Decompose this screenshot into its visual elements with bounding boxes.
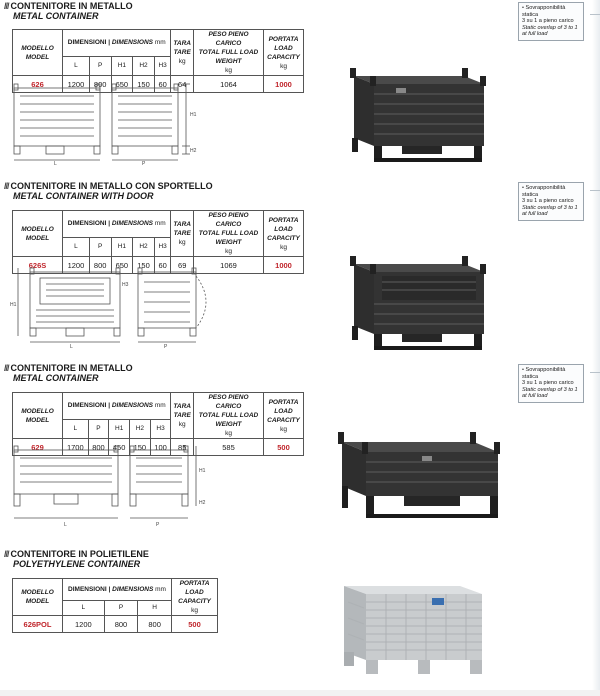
- section-subtitle: POLYETHYLENE CONTAINER: [13, 559, 141, 569]
- col-header: L: [63, 56, 90, 75]
- capacity-header: PORTATA LOAD CAPACITY kg: [264, 211, 304, 257]
- technical-drawing: [10, 442, 220, 528]
- col-header: P: [89, 237, 111, 256]
- col-header: H1: [111, 237, 133, 256]
- section-metal-container-door-626s: [0, 180, 600, 360]
- dim-value: 650: [111, 257, 133, 274]
- product-photo-metal-container-long: [334, 422, 506, 528]
- col-header: P: [89, 56, 111, 75]
- dim-label: H1: [10, 302, 17, 308]
- section-metal-container-629: [0, 362, 600, 532]
- product-photo-polyethylene-container: [338, 578, 488, 690]
- dim-value: 1200: [63, 76, 90, 93]
- dim-value: 1700: [63, 439, 89, 456]
- edge-tick: [590, 190, 600, 191]
- dim-label: H1: [190, 112, 197, 118]
- dim-label: H1: [199, 468, 206, 474]
- dim-value: 150: [130, 439, 151, 456]
- section-subtitle: METAL CONTAINER WITH DOOR: [13, 191, 154, 201]
- product-photo-metal-container-door: [346, 252, 492, 356]
- dim-label: P: [142, 161, 146, 166]
- slash-mark-icon: ///: [4, 181, 9, 191]
- model-code: 626S: [13, 257, 63, 274]
- dim-label: P: [164, 344, 168, 350]
- model-header: MODELLO MODEL: [13, 211, 63, 257]
- dim-value: 1200: [63, 257, 90, 274]
- col-header: P: [104, 600, 138, 615]
- weight-header: PESO PIENO CARICO TOTAL FULL LOAD WEIGHT kg: [194, 393, 264, 439]
- dim-value: 1200: [63, 616, 105, 633]
- tare-value: 64: [171, 76, 194, 93]
- section-metal-container-626: [0, 0, 600, 168]
- dim-value: 800: [89, 257, 111, 274]
- capacity-value: 1000: [264, 76, 304, 93]
- col-header: P: [88, 419, 109, 438]
- spec-table: [12, 210, 304, 274]
- tare-header: TARA TARE kg: [171, 30, 194, 76]
- table-row: [13, 616, 218, 633]
- slash-mark-icon: ///: [4, 363, 9, 373]
- section-title: /// CONTENITORE IN METALLO: [4, 363, 133, 373]
- col-header: H1: [109, 419, 130, 438]
- slash-mark-icon: ///: [4, 1, 9, 11]
- technical-drawing: [10, 82, 210, 166]
- dim-label: L: [70, 344, 73, 350]
- dim-value: 800: [104, 616, 138, 633]
- tare-header: TARA TARE kg: [171, 393, 194, 439]
- dim-value: 450: [109, 439, 130, 456]
- capacity-value: 500: [264, 439, 304, 456]
- weight-header: PESO PIENO CARICO TOTAL FULL LOAD WEIGHT kg: [194, 30, 264, 76]
- weight-value: 1064: [194, 76, 264, 93]
- technical-drawing: [10, 266, 220, 350]
- col-header: H2: [133, 56, 155, 75]
- col-header: L: [63, 237, 90, 256]
- page-edge: [592, 0, 600, 696]
- dim-label: L: [64, 522, 67, 528]
- col-header: H1: [111, 56, 133, 75]
- dim-value: 150: [133, 257, 155, 274]
- bullet-icon: •: [522, 367, 526, 373]
- col-header: H: [138, 600, 172, 615]
- col-header: L: [63, 419, 89, 438]
- section-subtitle: METAL CONTAINER: [13, 11, 99, 21]
- col-header: H3: [154, 237, 171, 256]
- dimensions-header: DIMENSIONI | DIMENSIONS mm: [63, 211, 171, 238]
- col-header: L: [63, 600, 105, 615]
- col-header: H2: [130, 419, 151, 438]
- model-code: 626POL: [13, 616, 63, 633]
- model-header: MODELLO MODEL: [13, 30, 63, 76]
- bullet-icon: •: [522, 5, 526, 11]
- stacking-note: • Sovrapponibilità statica 3 su 1 a pieno carico Static overlap of 3 to 1 at full load: [518, 364, 584, 403]
- spec-table: [12, 578, 218, 633]
- edge-tick: [590, 14, 600, 15]
- dimensions-header: DIMENSIONI | DIMENSIONS mm: [63, 579, 172, 601]
- dimensions-header: DIMENSIONI | DIMENSIONS mm: [63, 30, 171, 57]
- section-title: /// CONTENITORE IN METALLO: [4, 1, 133, 11]
- dim-value: 60: [154, 257, 171, 274]
- capacity-header: PORTATA LOAD CAPACITY kg: [264, 30, 304, 76]
- tare-value: 85: [171, 439, 194, 456]
- bullet-icon: •: [522, 185, 526, 191]
- dim-value: 60: [154, 76, 171, 93]
- model-code: 626: [13, 76, 63, 93]
- col-header: H3: [154, 56, 171, 75]
- model-header: MODELLO MODEL: [13, 393, 63, 439]
- dimensions-header: DIMENSIONI | DIMENSIONS mm: [63, 393, 171, 420]
- weight-value: 1069: [194, 257, 264, 274]
- dim-label: H2: [199, 500, 206, 506]
- tare-value: 69: [171, 257, 194, 274]
- tare-header: TARA TARE kg: [171, 211, 194, 257]
- capacity-value: 1000: [264, 257, 304, 274]
- col-header: H3: [150, 419, 171, 438]
- stacking-note: • Sovrapponibilità statica 3 su 1 a pieno carico Static overlap of 3 to 1 at full load: [518, 2, 584, 41]
- dim-value: 800: [138, 616, 172, 633]
- model-code: 629: [13, 439, 63, 456]
- col-header: H2: [133, 237, 155, 256]
- slash-mark-icon: ///: [4, 549, 9, 559]
- section-subtitle: METAL CONTAINER: [13, 373, 99, 383]
- dim-label: H2: [190, 148, 197, 154]
- dim-value: 150: [133, 76, 155, 93]
- model-header: MODELLO MODEL: [13, 579, 63, 616]
- product-photo-metal-container: [346, 62, 492, 168]
- edge-tick: [590, 372, 600, 373]
- dim-label: P: [156, 522, 160, 528]
- dim-value: 800: [88, 439, 109, 456]
- section-title: /// CONTENITORE IN POLIETILENE: [4, 549, 149, 559]
- dim-value: 800: [89, 76, 111, 93]
- weight-header: PESO PIENO CARICO TOTAL FULL LOAD WEIGHT kg: [194, 211, 264, 257]
- capacity-value: 500: [172, 616, 218, 633]
- dim-value: 100: [150, 439, 171, 456]
- page-footer-band: [0, 690, 600, 696]
- capacity-header: PORTATA LOAD CAPACITY kg: [264, 393, 304, 439]
- dim-value: 650: [111, 76, 133, 93]
- dim-label: H3: [122, 282, 129, 288]
- section-polyethylene-container-626pol: [0, 548, 600, 690]
- capacity-header: PORTATA LOAD CAPACITY kg: [172, 579, 218, 616]
- dim-label: L: [54, 161, 57, 166]
- stacking-note: • Sovrapponibilità statica 3 su 1 a pieno carico Static overlap of 3 to 1 at full load: [518, 182, 584, 221]
- section-title: /// CONTENITORE IN METALLO CON SPORTELLO: [4, 181, 213, 191]
- weight-value: 585: [194, 439, 264, 456]
